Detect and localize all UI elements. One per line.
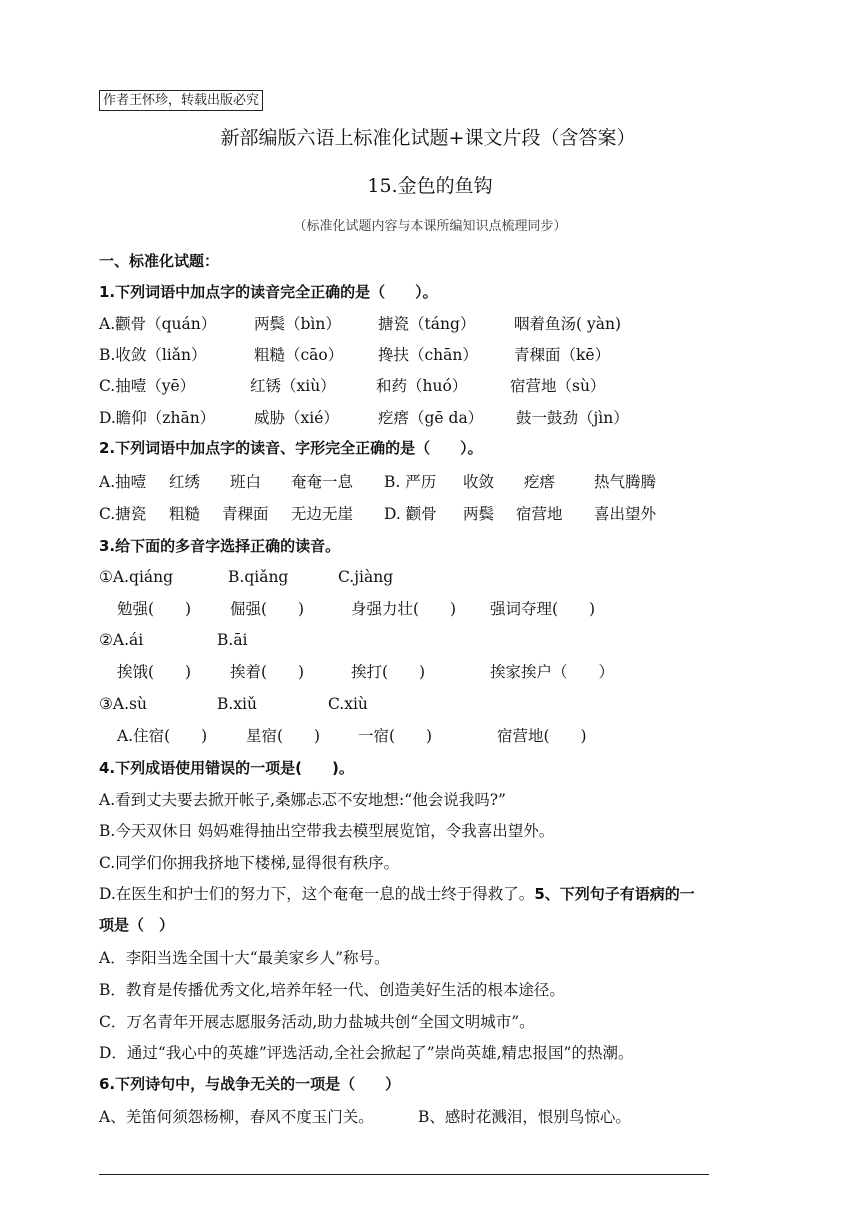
section-heading: 一、标准化试题： (99, 252, 220, 270)
q5-option-b: B．教育是传播优秀文化,培养年轻一代、创造美好生活的根本途径。 (99, 981, 565, 999)
q1-a2: 两鬓（bìn） (254, 315, 341, 333)
q3-g3-item-3: 一宿( ) (358, 727, 433, 745)
q2-r1-5: B. 严历 (384, 473, 437, 491)
q3-g1-opt-a: ①A.qiáng (99, 568, 174, 586)
q1-d2: 威胁（xié） (254, 409, 339, 427)
q3-g3-item-2: 星宿( ) (246, 727, 321, 745)
q4-option-a: A.看到丈夫要去掀开帐子,桑娜忐忑不安地想:“他会说我吗?” (99, 791, 506, 809)
q2-r1-7: 疙瘩 (524, 473, 556, 491)
q3-g2-item-4: 挨家挨户（ ） (490, 663, 615, 681)
q3-g3-opt-b: B.xiǔ (217, 695, 257, 713)
q2-r1-1: A.抽噎 (99, 473, 147, 491)
q1-stem: 1.下列词语中加点字的读音完全正确的是（ ）。 (99, 283, 438, 301)
q2-r2-1: C.搪瓷 (99, 505, 147, 523)
q2-r2-8: 喜出望外 (594, 505, 657, 523)
q4-option-d-text: D.在医生和护士们的努力下，这个奄奄一息的战士终于得救了。 (99, 885, 535, 903)
q5-option-c: C．万名青年开展志愿服务活动,助力盐城共创“全国文明城市”。 (99, 1013, 535, 1031)
q1-b1: B.收敛（liǎn） (99, 346, 207, 364)
q1-c4: 宿营地（sù） (510, 377, 606, 395)
q1-b3: 搀扶（chān） (378, 346, 478, 364)
q3-g1-opt-c: C.jiàng (338, 568, 394, 586)
document-title: 新部编版六语上标准化试题+课文片段（含答案） (220, 127, 636, 149)
q6-option-b: B、感时花溅泪，恨别鸟惊心。 (418, 1108, 631, 1126)
q3-g3-opt-c: C.xiù (328, 695, 368, 713)
lesson-title: 15.金色的鱼钩 (367, 175, 493, 197)
q1-d3: 疙瘩（gē da） (378, 409, 484, 427)
q2-r2-3: 青稞面 (222, 505, 269, 523)
q2-r1-6: 收敛 (463, 473, 495, 491)
q1-b4: 青稞面（kē） (514, 346, 611, 364)
q5-stem-start: 5、下列句子有语病的一 (534, 885, 695, 903)
q1-d1: D.瞻仰（zhān） (99, 409, 216, 427)
q1-c2: 红锈（xiù） (250, 377, 336, 395)
q2-stem: 2.下列词语中加点字的读音、字形完全正确的是（ ）。 (99, 439, 483, 457)
q1-d4: 鼓一鼓劲（jìn） (516, 409, 629, 427)
q1-c1: C.抽噎（yē） (99, 377, 196, 395)
q6-option-a: A、羌笛何须怨杨柳，春风不度玉门关。 (99, 1108, 374, 1126)
q2-r1-2: 红绣 (169, 473, 201, 491)
q3-g3-item-1: A.住宿( ) (117, 727, 208, 745)
q2-r2-6: 两鬓 (463, 505, 495, 523)
q3-g1-item-3: 身强力壮( ) (351, 600, 457, 618)
q1-a4: 咽着鱼汤( yàn) (514, 315, 622, 333)
q2-r2-4: 无边无崖 (291, 505, 354, 523)
q4-option-d (99, 883, 695, 905)
q3-stem: 3.给下面的多音字选择正确的读音。 (99, 537, 341, 555)
q3-g1-item-2: 倔强( ) (230, 600, 305, 618)
q1-a1: A.颧骨（quán） (99, 315, 217, 333)
q2-r1-3: 班白 (230, 473, 262, 491)
q5-option-d: D．通过“我心中的英雄”评选活动,全社会掀起了”崇尚英雄,精忠报国”的热潮。 (99, 1044, 634, 1062)
q3-g3-opt-a: ③A.sù (99, 695, 147, 713)
q2-r2-7: 宿营地 (516, 505, 563, 523)
document-subtitle: （标准化试题内容与本课所编知识点梳理同步） (293, 219, 567, 234)
q3-g2-opt-a: ②A.ái (99, 631, 144, 649)
q2-r2-5: D. 颧骨 (384, 505, 437, 523)
q4-stem: 4.下列成语使用错误的一项是( )。 (99, 759, 354, 777)
q2-r1-4: 奄奄一息 (291, 473, 354, 491)
q3-g3-item-4: 宿营地( ) (497, 727, 587, 745)
q3-g1-item-1: 勉强( ) (117, 600, 192, 618)
q3-g2-item-1: 挨饿( ) (117, 663, 192, 681)
q2-r2-2: 粗糙 (169, 505, 201, 523)
q5-stem-end: 项是（ ） (99, 916, 175, 934)
q6-stem: 6.下列诗句中，与战争无关的一项是（ ） (99, 1075, 401, 1093)
q5-option-a: A．李阳当选全国十大“最美家乡人”称号。 (99, 949, 390, 967)
q3-g2-item-3: 挨打( ) (351, 663, 426, 681)
q1-b2: 粗糙（cāo） (254, 346, 344, 364)
q1-a3: 搪瓷（táng） (378, 315, 476, 333)
q1-c3: 和药（huó） (376, 377, 468, 395)
q3-g2-item-2: 挨着( ) (230, 663, 305, 681)
q3-g1-opt-b: B.qiǎng (228, 568, 289, 586)
q4-option-c: C.同学们你拥我挤地下楼梯,显得很有秩序。 (99, 854, 400, 872)
footer-divider (99, 1174, 709, 1175)
q2-r1-8: 热气腾腾 (594, 473, 657, 491)
author-notice: 作者王怀珍，转载出版必究 (99, 90, 263, 111)
q3-g2-opt-b: B.āi (217, 631, 248, 649)
q3-g1-item-4: 强词夺理( ) (490, 600, 596, 618)
q4-option-b: B.今天双休日 妈妈难得抽出空带我去模型展览馆，令我喜出望外。 (99, 822, 555, 840)
